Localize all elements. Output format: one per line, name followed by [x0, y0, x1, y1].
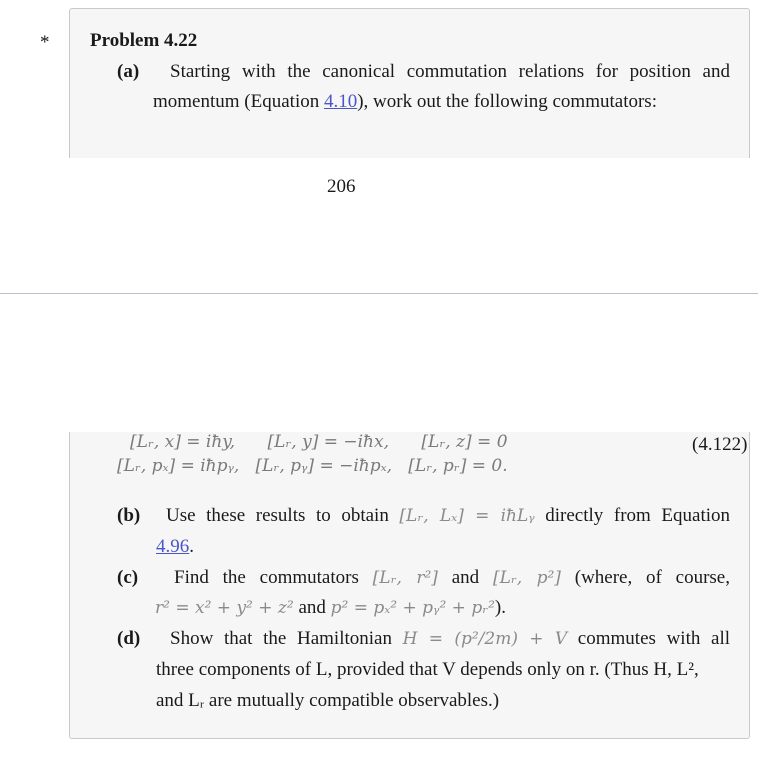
page-divider: [0, 293, 758, 294]
equation-row-2: [Lᵣ, pₓ] = iħpᵧ, [Lᵣ, pᵧ] = −iħpₓ, [Lᵣ, pᵣ] = 0.: [117, 456, 508, 476]
part-c-and-2: and: [293, 597, 331, 618]
part-d-text-end: commutes with all: [567, 628, 730, 649]
r-squared-definition: r² = x² + y² + z²: [155, 598, 294, 618]
problem-title: Problem 4.22: [90, 30, 198, 51]
part-a-line1-text: Starting with the canonical commutation relations for position and: [170, 61, 730, 82]
part-d-line2-text: three components of L, provided that V depends only on r. (Thus H, L²,: [156, 659, 699, 680]
part-d-label: (d): [117, 628, 141, 649]
difficulty-marker: *: [40, 32, 50, 53]
commutator-lz-p2: [Lᵣ, p²]: [492, 568, 561, 588]
part-c-close: ).: [494, 597, 506, 618]
part-b-text-end: directly from Equation: [534, 505, 731, 526]
equation-4-96-link[interactable]: 4.96: [156, 536, 190, 557]
page-number: 206: [327, 176, 356, 197]
part-d-line2: [156, 655, 736, 685]
part-c-text-end: (where, of course,: [560, 567, 730, 588]
part-d-line1: [170, 624, 730, 654]
part-c-and: and: [437, 567, 493, 588]
part-d-line3-text: and Lᵣ are mutually compatible observables.): [156, 690, 500, 711]
part-a-line1: [170, 57, 730, 87]
part-c-label: (c): [117, 567, 139, 588]
part-a-text: momentum (Equation: [153, 91, 324, 112]
part-a-text-end: ), work out the following commutators:: [357, 91, 657, 112]
part-d-line3: [156, 686, 736, 716]
commutator-lz-r2: [Lᵣ, r²]: [372, 568, 438, 588]
part-b-period: .: [189, 536, 194, 557]
part-d-text: Show that the Hamiltonian: [170, 628, 403, 649]
part-a-label: (a): [117, 61, 140, 82]
part-b-line2: [156, 532, 456, 562]
equation-number: (4.122): [692, 434, 748, 455]
part-c-line2: [155, 593, 730, 623]
equation-row-1: [Lᵣ, x] = iħy, [Lᵣ, y] = −iħx, [Lᵣ, z] = 0: [130, 432, 508, 452]
part-b-label: (b): [117, 505, 141, 526]
part-c-text: Find the commutators: [174, 567, 373, 588]
equation-4-10-link[interactable]: 4.10: [323, 91, 358, 112]
p-squared-definition: p² = pₓ² + pᵧ² + pᵣ²: [330, 598, 495, 618]
part-b-line1: [166, 501, 730, 531]
hamiltonian-expression: H = (p²/2m) + V: [402, 629, 568, 649]
part-b-math: [Lᵣ, Lₓ] = iħLᵧ: [399, 506, 535, 526]
part-c-line1: [174, 563, 730, 593]
part-a-line2: [153, 87, 733, 117]
part-b-text: Use these results to obtain: [166, 505, 400, 526]
